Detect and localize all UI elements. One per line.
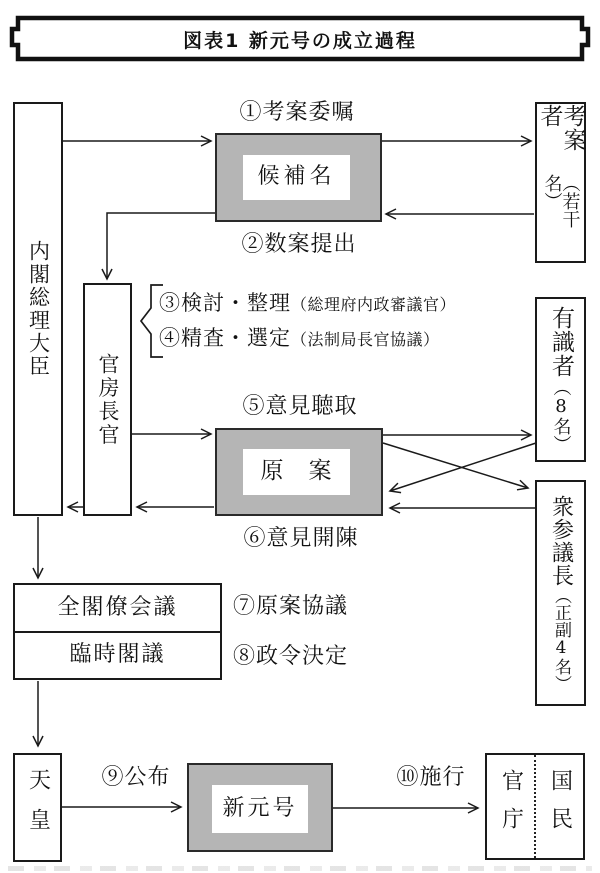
step-3-review-label bbox=[159, 292, 456, 315]
step-9-promulgation-label: ⑨公布 bbox=[101, 765, 171, 790]
step-7-consult-label: ⑦原案協議 bbox=[233, 594, 349, 619]
box-prime-minister-label: 内閣総理大臣 bbox=[26, 240, 51, 378]
box-extraordinary-cabinet-meeting bbox=[15, 631, 220, 679]
box-diet-speakers-label: 衆参議長 bbox=[548, 494, 574, 587]
box-government-offices-label: 官庁 bbox=[498, 768, 524, 845]
step-4-select-label bbox=[159, 327, 440, 350]
box-citizens bbox=[534, 755, 583, 858]
step-6-opinions-label: ⑥意見開陳 bbox=[243, 526, 359, 551]
box-government-offices bbox=[487, 755, 534, 858]
box-draft bbox=[215, 428, 383, 516]
box-devisers-label: 考案者 bbox=[536, 104, 586, 152]
box-cabinet-meetings bbox=[13, 583, 222, 680]
box-emperor-label: 天皇 bbox=[25, 767, 51, 848]
box-experts-label: 有識者 bbox=[548, 306, 574, 378]
box-devisers-count: ︵若干名︶ bbox=[541, 173, 581, 228]
step-10-enforcement-label: ⑩施行 bbox=[396, 765, 466, 790]
box-chief-cabinet-secretary-label: 官房長官 bbox=[96, 352, 120, 447]
box-candidate-names-label: 候補名 bbox=[257, 164, 336, 190]
box-new-era-name bbox=[187, 763, 333, 852]
box-gov-and-people bbox=[485, 753, 585, 860]
step-3-main: ③検討・整理 bbox=[159, 291, 291, 315]
box-citizens-label: 国民 bbox=[547, 768, 573, 845]
step-3-sub: （総理府内政審議官） bbox=[291, 295, 457, 314]
box-draft-label: 原 案 bbox=[260, 458, 333, 485]
box-new-era-name-label: 新元号 bbox=[222, 795, 298, 821]
step-1-commission-label: ①考案委嘱 bbox=[239, 100, 355, 125]
step-2-submit-label: ②数案提出 bbox=[241, 232, 357, 257]
box-prime-minister bbox=[13, 102, 63, 516]
step-4-main: ④精査・選定 bbox=[159, 326, 291, 350]
box-emperor bbox=[13, 753, 62, 862]
box-diet-speakers bbox=[535, 480, 586, 706]
box-all-ministers-meeting-label: 全閣僚会議 bbox=[57, 594, 178, 620]
step-8-decree-label: ⑧政令決定 bbox=[233, 644, 349, 669]
box-all-ministers-meeting bbox=[15, 585, 220, 631]
box-candidate-names bbox=[215, 133, 382, 222]
box-devisers bbox=[535, 102, 586, 263]
box-experts-count: ︵8名︶ bbox=[550, 378, 572, 453]
step-4-sub: （法制局長官協議） bbox=[291, 330, 440, 349]
box-experts bbox=[535, 297, 586, 462]
box-extraordinary-cabinet-meeting-label: 臨時閣議 bbox=[69, 642, 166, 668]
page-title: 図表1 新元号の成立過程 bbox=[183, 30, 417, 52]
box-diet-speakers-count: ︵正副4名︶ bbox=[551, 586, 571, 692]
box-chief-cabinet-secretary bbox=[83, 283, 132, 516]
step-5-hearing-label: ⑤意見聴取 bbox=[242, 394, 358, 419]
